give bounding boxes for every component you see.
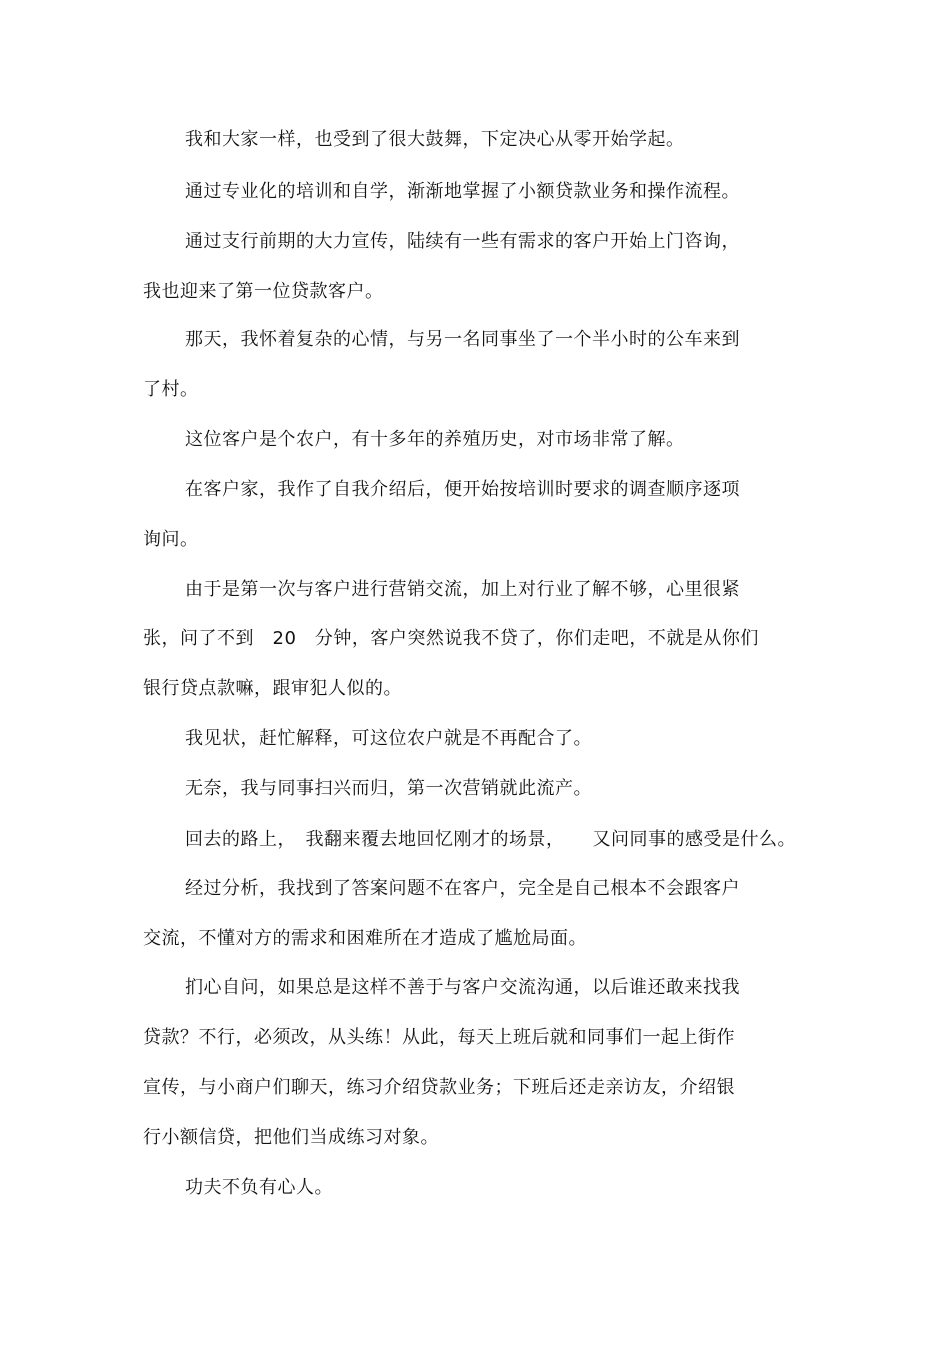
text-line: 这位客户是个农户，有十多年的养殖历史，对市场非常了解。	[185, 429, 685, 450]
text-line: 在客户家，我作了自我介绍后，便开始按培训时要求的调查顺序逐项	[185, 479, 740, 500]
text-line: 我和大家一样，也受到了很大鼓舞，下定决心从零开始学起。	[185, 129, 685, 150]
text-line: 经过分析，我找到了答案问题不在客户，完全是自己根本不会跟客户	[185, 878, 740, 899]
text-line: 通过专业化的培训和自学，渐渐地掌握了小额贷款业务和操作流程。	[185, 181, 740, 202]
text-line: 贷款？不行，必须改，从头练！从此，每天上班后就和同事们一起上街作	[143, 1027, 735, 1048]
text-line: 行小额信贷，把他们当成练习对象。	[143, 1127, 439, 1148]
text-line: 回去的路上， 我翻来覆去地回忆刚才的场景， 又问同事的感受是什么。	[185, 829, 796, 850]
text-line: 我也迎来了第一位贷款客户。	[143, 281, 384, 302]
text-line: 那天，我怀着复杂的心情，与另一名同事坐了一个半小时的公车来到	[185, 329, 740, 350]
text-line: 交流，不懂对方的需求和困难所在才造成了尴尬局面。	[143, 928, 587, 949]
text-line: 由于是第一次与客户进行营销交流，加上对行业了解不够，心里很紧	[185, 579, 740, 600]
text-line: 扪心自问，如果总是这样不善于与客户交流沟通，以后谁还敢来找我	[185, 977, 740, 998]
text-line: 张，问了不到 20 分钟，客户突然说我不贷了，你们走吧，不就是从你们	[143, 628, 759, 649]
text-line: 无奈，我与同事扫兴而归，第一次营销就此流产。	[185, 778, 592, 799]
text-line: 通过支行前期的大力宣传，陆续有一些有需求的客户开始上门咨询，	[185, 231, 740, 252]
text-line: 宣传，与小商户们聊天，练习介绍贷款业务；下班后还走亲访友，介绍银	[143, 1077, 735, 1098]
text-line: 了村。	[143, 379, 199, 400]
text-line: 银行贷点款嘛，跟审犯人似的。	[143, 678, 402, 699]
text-line: 询问。	[143, 529, 199, 550]
text-line: 我见状，赶忙解释，可这位农户就是不再配合了。	[185, 728, 592, 749]
text-line: 功夫不负有心人。	[185, 1177, 333, 1198]
